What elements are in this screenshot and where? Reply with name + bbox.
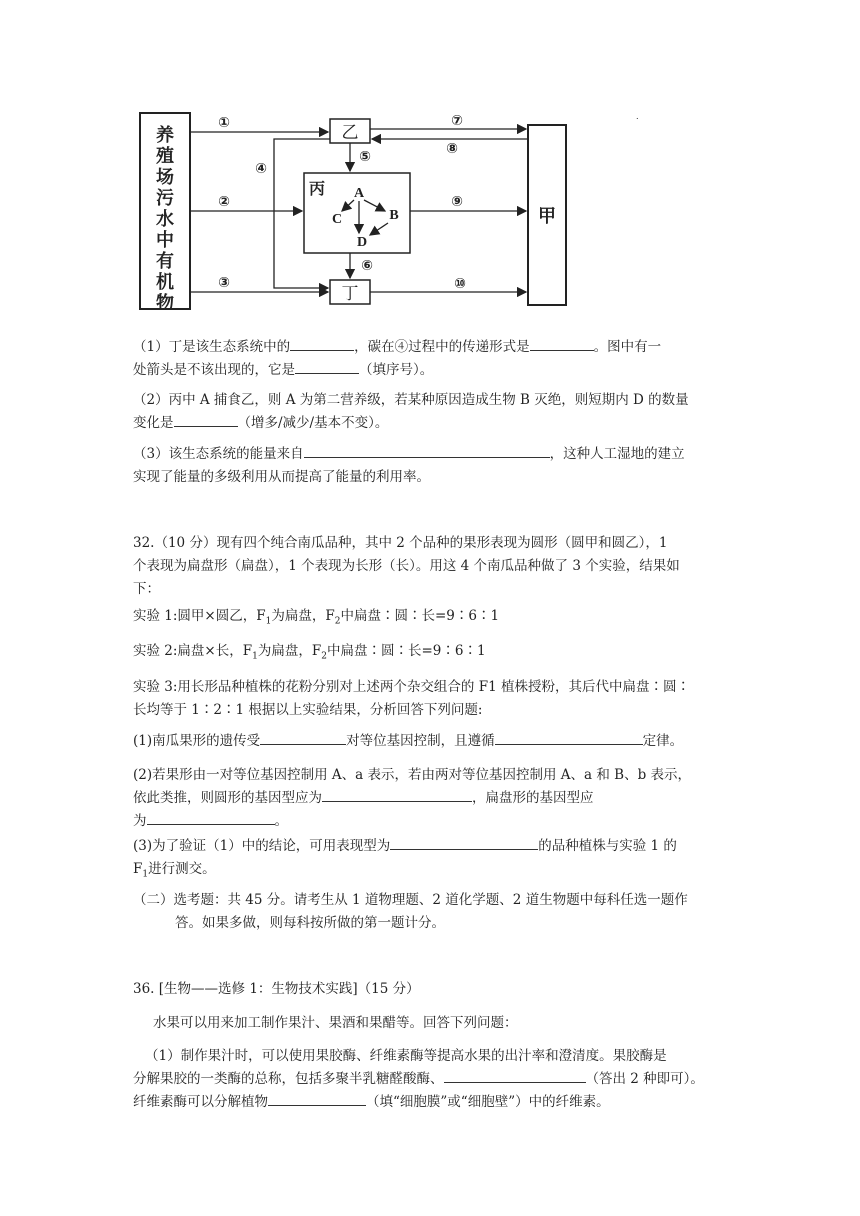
q32-intro-1: 32.（10 分）现有四个纯合南瓜品种，其中 2 个品种的果形表现为圆形（圆甲和圆乙），1	[133, 535, 668, 551]
left-char-5: 中	[156, 230, 174, 250]
ding-label: 丁	[341, 284, 359, 303]
q31-part3-cont: 实现了能量的多级利用从而提高了能量的利用率。	[133, 469, 430, 485]
ecosystem-diagram-svg	[130, 105, 580, 310]
ecosystem-diagram	[130, 105, 580, 310]
left-char-4: 水	[156, 209, 174, 229]
arrow-label-9: ⑨	[451, 194, 463, 210]
q36-line-3: 分解果胶的一类酶的总称，包括多聚半乳糖醛酸酶、 （答出 2 种即可）。	[133, 1068, 733, 1091]
left-char-6: 有	[156, 251, 174, 271]
bing-label: 丙	[308, 181, 326, 198]
q31-part2: （2）丙中 A 捕食乙，则 A 为第二营养级，若某种原因造成生物 B 灭绝，则短期内 D 的数量	[133, 392, 689, 408]
q32-experiment-3: 实验 3:用长形品种植株的花粉分别对上述两个杂交组合的 F1 植株授粉，其后代中扁盘∶圆∶	[133, 679, 690, 695]
arrow-label-6: ⑥	[361, 258, 373, 274]
q32-experiment-3-cont: 长均等于 1∶2∶1 根据以上实验结果，分析回答下列问题:	[133, 702, 483, 718]
stray-dot: .	[636, 112, 639, 121]
q32-intro-2: 个表现为扁盘形（扁盘），1 个表现为长形（长）。用这 4 个南瓜品种做了 3 个实验，结果如	[133, 558, 680, 574]
q32-sub-1: (1)南瓜果形的遗传受 对等位基因控制，且遵循 定律。	[133, 730, 733, 753]
optional-section-1: （二）选考题：共 45 分。请考生从 1 道物理题、2 道化学题、2 道生物题中每科任选一题作	[133, 892, 688, 908]
arrow-label-2: ②	[218, 194, 230, 210]
left-char-0: 养	[156, 125, 174, 145]
left-char-8: 物	[156, 293, 174, 310]
q32-intro-3: 下：	[133, 581, 160, 597]
yi-label: 乙	[341, 123, 359, 142]
q31-part3: （3）该生态系统的能量来自 ，这种人工湿地的建立	[133, 443, 733, 466]
arrow-label-1: ①	[218, 115, 230, 131]
node-a: A	[353, 186, 365, 201]
q32-experiment-2: 实验 2:扁盘×长，$F_1$为扁盘，$F_2$中扁盘∶圆∶长=9∶6∶1	[133, 643, 486, 662]
node-b: B	[389, 208, 399, 223]
arrow-label-8: ⑧	[446, 141, 458, 157]
q32-sub-3: (3)为了验证（1）中的结论，可用表现型为 的品种植株与实验 1 的	[133, 835, 733, 858]
q32-sub-2-cont: 依此类推，则圆形的基因型应为 ，扁盘形的基因型应	[133, 787, 733, 810]
jia-label: 甲	[538, 206, 556, 226]
q31-part2-cont: 变化是 （增多/减少/基本不变）。	[133, 412, 733, 435]
left-char-2: 场	[156, 167, 174, 187]
q36-line-4: 纤维素酶可以分解植物 （填“细胞膜”或“细胞壁”）中的纤维素。	[133, 1091, 733, 1114]
left-char-1: 殖	[156, 146, 174, 166]
q31-part1-cont: 处箭头是不该出现的，它是 （填序号）。	[133, 359, 733, 382]
arrow-label-7: ⑦	[451, 113, 463, 129]
optional-section-2: 答。如果多做，则每科按所做的第一题计分。	[175, 915, 445, 931]
q36-line-1: 水果可以用来加工制作果汁、果酒和果醋等。回答下列问题：	[153, 1015, 518, 1031]
q31-part1: （1）丁是该生态系统中的 ，碳在④过程中的传递形式是 。图中有一	[133, 336, 733, 359]
q32-sub-2: (2)若果形由一对等位基因控制用 A、a 表示，若由两对等位基因控制用 A、a 和 B、b 表示，	[133, 767, 692, 783]
arrow-label-4: ④	[255, 161, 267, 177]
arrow-label-10: ⑩	[454, 276, 466, 292]
q36-line-2: （1）制作果汁时，可以使用果胶酶、纤维素酶等提高水果的出汁率和澄清度。果胶酶是	[145, 1048, 667, 1064]
q32-experiment-1: 实验 1:圆甲×圆乙，$F_1$为扁盘，$F_2$中扁盘∶圆∶长=9∶6∶1	[133, 608, 500, 627]
left-char-7: 机	[156, 272, 174, 292]
q32-sub-2-end: 为 。	[133, 810, 733, 833]
left-char-3: 污	[156, 188, 174, 208]
q32-sub-3-cont: $F_1$进行测交。	[133, 861, 216, 880]
arrow-label-3: ③	[218, 275, 230, 291]
q36-title: 36. [生物——选修 1：生物技术实践]（15 分）	[133, 981, 420, 997]
node-c: C	[331, 212, 343, 227]
arrow-label-5: ⑤	[359, 149, 371, 165]
node-d: D	[356, 235, 368, 250]
